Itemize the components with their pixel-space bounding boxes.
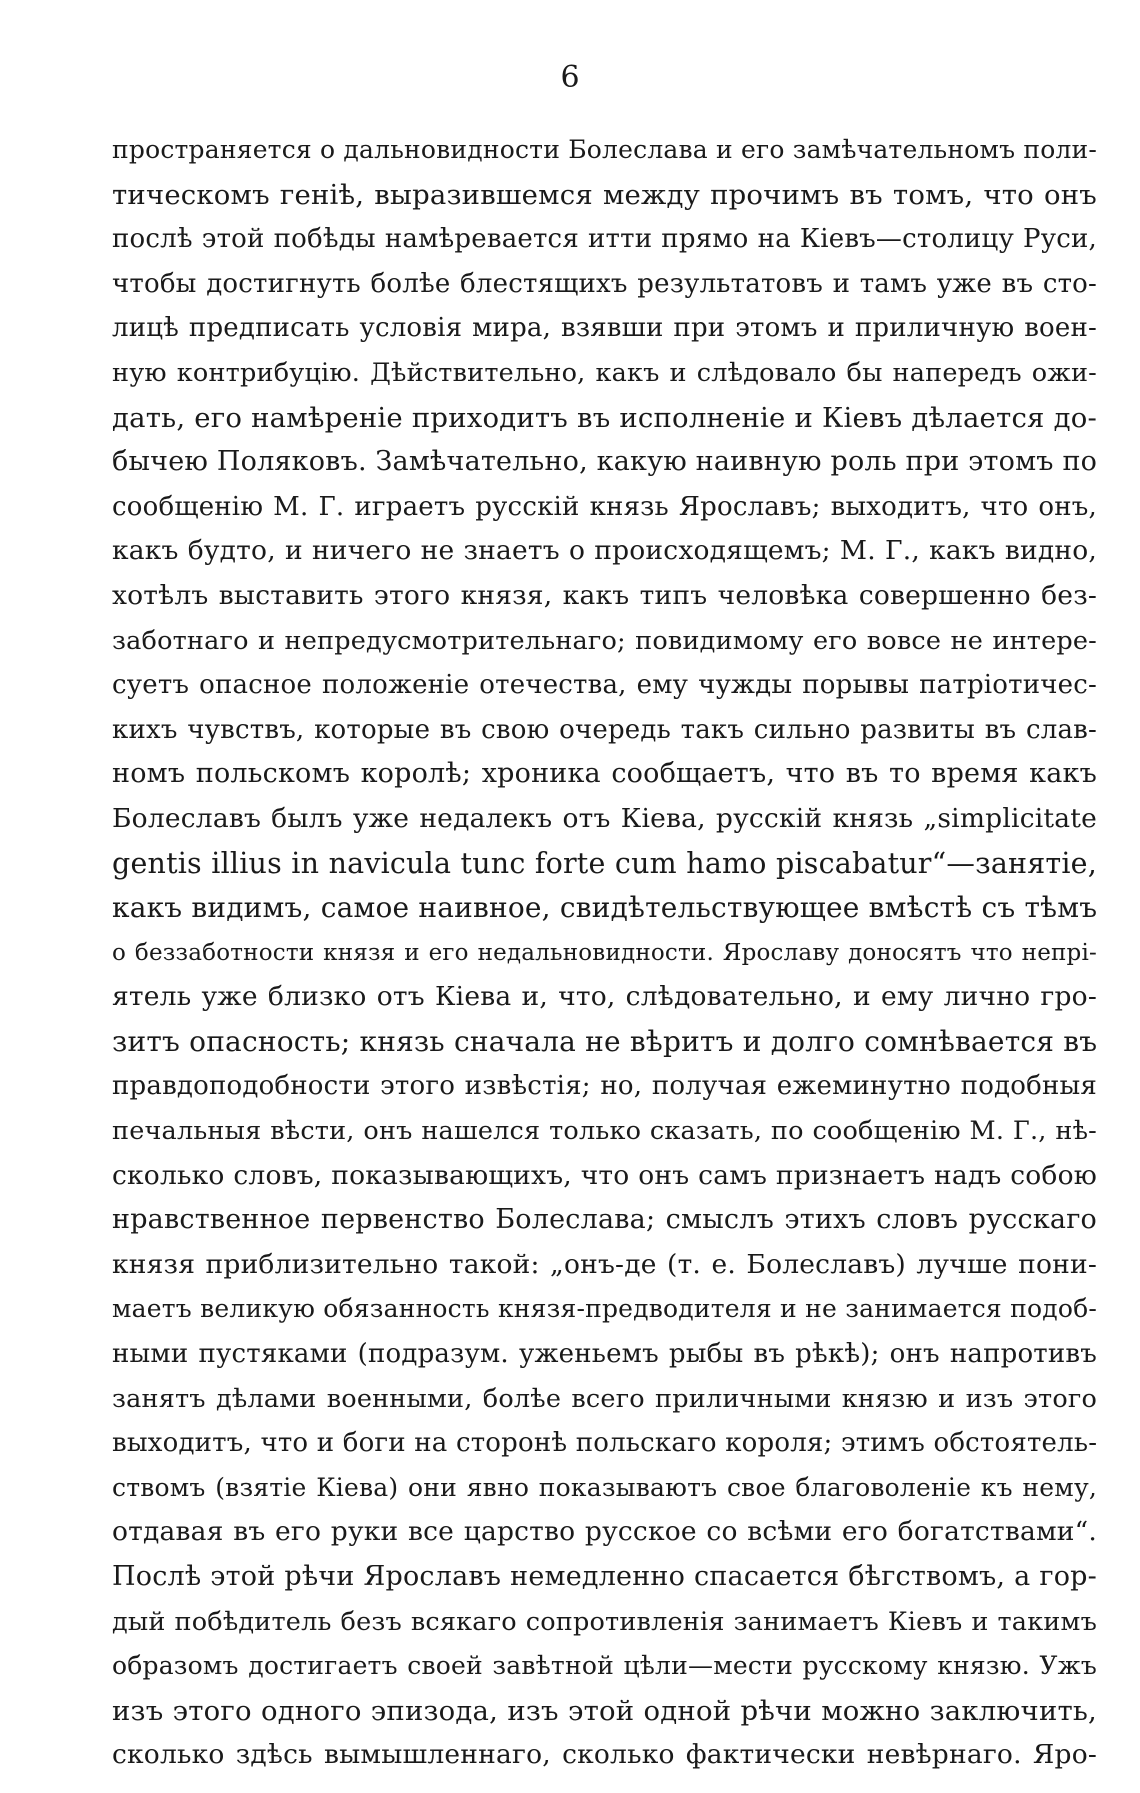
text-line: нравственное первенство Болеслава; смыслъ этихъ словъ русскаго <box>112 1204 1097 1236</box>
text-line: номъ польскомъ королѣ; хроника сообщаетъ, что въ то время какъ <box>112 758 1097 790</box>
text-line: ятель уже близко отъ Кіева и, что, слѣдовательно, и ему лично гро- <box>112 981 1097 1013</box>
text-line: сколько словъ, показывающихъ, что онъ самъ признаетъ надъ собою <box>112 1159 1097 1191</box>
text-line: князя приблизительно такой: „онъ-де (т. е. Болеславъ) лучше пони- <box>112 1248 1097 1280</box>
text-line: изъ этого одного эпизода, изъ этой одной рѣчи можно заключить, <box>112 1694 1097 1727</box>
text-line: бычею Поляковъ. Замѣчательно, какую наивную роль при этомъ по <box>112 446 1097 478</box>
text-line: суетъ опасное положеніе отечества, ему чужды порывы патріотичес- <box>112 670 1097 701</box>
text-line: тическомъ геніѣ, выразившемся между прочимъ въ томъ, что онъ <box>112 178 1097 211</box>
text-line: занятъ дѣлами военными, болѣе всего приличными князю и изъ этого <box>112 1383 1097 1414</box>
page-number: 6 <box>560 60 580 95</box>
text-line: послѣ этой побѣды намѣревается итти прямо на Кіевъ—столицу Руси, <box>112 224 1097 255</box>
text-line: сколько здѣсь вымышленнаго, сколько фактически невѣрнаго. Яро- <box>112 1739 1097 1771</box>
text-line: какъ видимъ, самое наивное, свидѣтельствующее вмѣстѣ съ тѣмъ <box>112 891 1097 925</box>
text-line: печальныя вѣсти, онъ нашелся только сказать, по сообщенію М. Г., нѣ- <box>112 1116 1097 1147</box>
text-line: заботнаго и непредусмотрительнаго; повидимому его вовсе не интере- <box>112 625 1097 656</box>
text-line: пространяется о дальновидности Болеслава и его замѣчательномъ поли- <box>112 135 1097 164</box>
text-line: отдавая въ его руки все царство русское со всѣми его богатствами“. <box>112 1516 1097 1548</box>
text-line: маетъ великую обязанность князя-предводителя и не занимается подоб- <box>112 1294 1097 1324</box>
text-line: выходитъ, что и боги на сторонѣ польскаго короля; этимъ обстоятель- <box>112 1428 1097 1459</box>
text-line: дый побѣдитель безъ всякаго сопротивленія занимаетъ Кіевъ и такимъ <box>112 1606 1097 1637</box>
text-line: ными пустяками (подразум. уженьемъ рыбы въ рѣкѣ); онъ напротивъ <box>112 1339 1097 1370</box>
text-line: Послѣ этой рѣчи Ярославъ немедленно спасается бѣгствомъ, а гор- <box>112 1561 1097 1592</box>
text-line: о беззаботности князя и его недальновидности. Ярославу доносятъ что непрі- <box>112 939 1097 966</box>
text-line: gentis illius in navicula tunc forte cum hamo piscabatur“—занятіе, <box>112 846 1097 880</box>
text-line: кихъ чувствъ, которые въ свою очередь такъ сильно развиты въ слав- <box>112 714 1097 745</box>
text-line: правдоподобности этого извѣстія; но, получая ежеминутно подобныя <box>112 1071 1097 1102</box>
text-line: зитъ опасность; князь сначала не вѣритъ и долго сомнѣвается въ <box>112 1024 1097 1058</box>
text-line: ную контрибуцію. Дѣйствительно, какъ и слѣдовало бы напередъ ожи- <box>112 357 1097 388</box>
text-line: ствомъ (взятіе Кіева) они явно показываютъ свое благоволеніе къ нему, <box>112 1472 1097 1502</box>
text-line: образомъ достигаетъ своей завѣтной цѣли—мести русскому князю. Ужъ <box>112 1651 1097 1681</box>
text-line: хотѣлъ выставить этого князя, какъ типъ человѣка совершенно без- <box>112 579 1097 611</box>
text-line: Болеславъ былъ уже недалекъ отъ Кіева, русскій князь „simplicitate <box>112 802 1097 834</box>
text-line: дать, его намѣреніе приходитъ въ исполненіе и Кіевъ дѣлается до- <box>112 401 1097 434</box>
text-line: сообщенію М. Г. играетъ русскій князь Ярославъ; выходитъ, что онъ, <box>112 491 1097 522</box>
text-line: какъ будто, и ничего не знаетъ о происходящемъ; М. Г., какъ видно, <box>112 535 1097 567</box>
text-line: лицѣ предписать условія мира, взявши при этомъ и приличную воен- <box>112 313 1097 344</box>
body-text <box>112 128 1097 1778</box>
text-line: чтобы достигнуть болѣе блестящихъ результатовъ и тамъ уже въ сто- <box>112 268 1097 299</box>
